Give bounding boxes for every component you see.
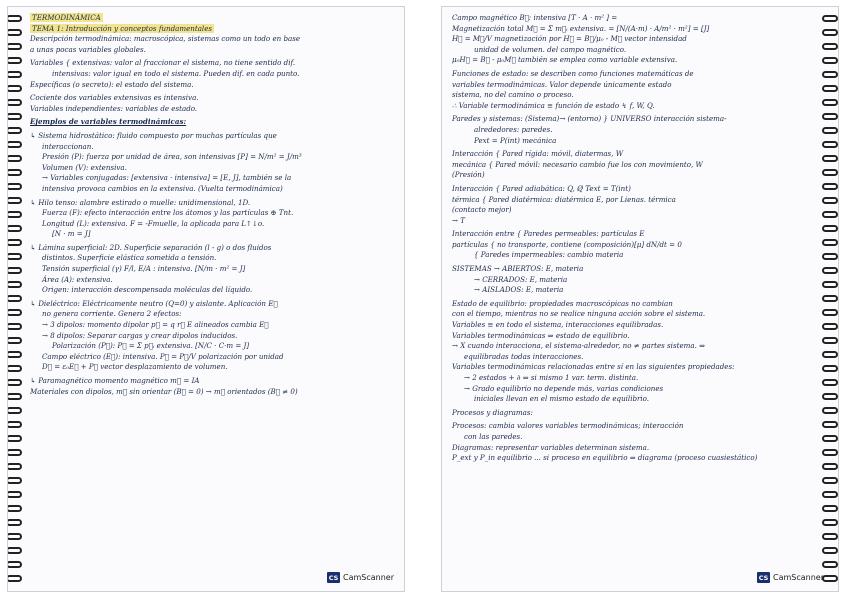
spiral-ring — [7, 239, 22, 246]
note-line: Volumen (V): extensiva. — [42, 162, 127, 172]
spiral-ring — [7, 85, 22, 92]
spiral-ring — [7, 463, 22, 470]
note-line: Área (A): extensiva. — [42, 274, 113, 284]
highlighted-title: TERMODINÁMICA — [32, 13, 101, 22]
note-line: Tensión superficial (γ) F/l, E/A : intensiva. [N/m · m² = J] — [42, 264, 246, 274]
left-notebook-page — [7, 6, 405, 592]
spiral-ring — [7, 435, 22, 442]
spiral-ring — [7, 197, 22, 204]
spiral-ring — [822, 43, 838, 50]
note-line: Fuerza (F): efecto interacción entre los átomos y las partículas ⊕ Tnt. — [42, 208, 294, 218]
spiral-ring — [7, 449, 22, 456]
note-line: distintos. Superficie elástica sometida a tensión. — [42, 253, 217, 263]
note-line: ↳ Dieléctrico: Eléctricamente neutro (Q=0) y aislante. Aplicación E⃗ — [30, 298, 278, 308]
note-line: Variables termodinámicas ⇒ estado de equilibrio. — [452, 330, 630, 340]
note-line: Variables ≡ en todo el sistema, interacciones equilibradas. — [452, 320, 664, 330]
note-line: ↳ Hilo tenso: alambre estirado o muelle: unidimensional, 1D. — [30, 197, 251, 207]
note-line: ↳ Sistema hidrostático: fluido compuesto por muchas partículas que — [30, 130, 277, 140]
spiral-ring — [7, 477, 22, 484]
spiral-ring — [822, 141, 838, 148]
spiral-binding-right — [822, 7, 839, 591]
spiral-ring — [822, 533, 838, 540]
note-line: [N · m = J] — [52, 229, 91, 239]
note-line: → Variables conjugadas: [extensiva · intensiva] = [E, J], también se la — [42, 173, 292, 183]
spiral-ring — [822, 477, 838, 484]
note-line: (Presión) — [452, 170, 485, 180]
spiral-ring — [7, 365, 22, 372]
note-line: ↳ Paramagnético momento magnético m⃗ = IA — [30, 376, 200, 385]
note-line: intensivas: valor igual en todo el sistema. Pueden dif. en cada punto. — [52, 68, 300, 78]
note-line: Diagramas: representar variables determinan sistema. — [452, 442, 650, 452]
spiral-ring — [822, 295, 838, 302]
spiral-ring — [822, 547, 838, 554]
note-line: Descripción termodinámica: macroscópica, sistemas como un todo en base — [30, 34, 301, 44]
right-page-notes — [452, 13, 814, 464]
spiral-ring — [822, 365, 838, 372]
note-line: Materiales con dipolos, m⃗ sin orientar (B⃗ = 0) → m⃗ orientados (B⃗ ≠ 0) — [30, 386, 298, 396]
spiral-ring — [822, 407, 838, 414]
right-notebook-page — [441, 6, 839, 592]
note-line: Paredes y sistemas: (Sistema)→ (entorno) } UNIVERSO interacción sistema- — [452, 114, 727, 124]
spiral-ring — [822, 435, 838, 442]
note-line: H⃗ = M⃗/V magnetización por H⃗ = B⃗/μ₀ - M⃗ vector intensidad — [452, 34, 687, 44]
note-line: Origen: interacción descompensada moléculas del líquido. — [42, 285, 253, 295]
spiral-ring — [822, 351, 838, 358]
spiral-ring — [7, 575, 22, 582]
note-line: D⃗ = ε₀E⃗ + P⃗ vector desplazamiento de volumen. — [42, 362, 228, 372]
note-line: con el tiempo, mientras no se realice ninguna acción sobre el sistema. — [452, 309, 706, 319]
note-line: Estado de equilibrio: propiedades macroscópicas no cambian — [452, 298, 673, 308]
spiral-ring — [822, 505, 838, 512]
spiral-ring — [7, 337, 22, 344]
note-line: Campo eléctrico (E⃗): intensiva. P⃗ = P⃗/V polarización por unidad — [42, 351, 284, 361]
note-line: → Grado equilibrio no depende más, varias condiciones — [464, 383, 664, 393]
note-line: → 8 dipolos: Separar cargas y crear dipolos inducidos. — [42, 330, 238, 340]
spiral-ring — [822, 379, 838, 386]
note-line: con las paredes. — [464, 431, 523, 441]
note-line: Cociente dos variables extensivas es intensiva. — [30, 93, 199, 103]
note-line: Longitud (L): extensiva. F = -Fmuelle, la aplicada para L↑↓o. — [42, 218, 265, 228]
spiral-ring — [7, 309, 22, 316]
spiral-ring — [822, 155, 838, 162]
spiral-ring — [822, 561, 838, 568]
spiral-ring — [822, 463, 838, 470]
spiral-ring — [822, 169, 838, 176]
spiral-ring — [7, 43, 22, 50]
note-line: Interacción { Pared adiabática: Q, Q̸ Text = T(int) — [452, 183, 631, 193]
spiral-ring — [7, 407, 22, 414]
spiral-binding-left — [7, 7, 24, 591]
note-line: P_ext y P_in equilibrio ... si proceso en equilibrio ⇒ diagrama (proceso cuasiestático) — [452, 453, 758, 463]
spiral-ring — [7, 491, 22, 498]
note-line: Funciones de estado: se describen como funciones matemáticas de — [452, 68, 694, 78]
note-line: { Paredes impermeables: cambio materia — [474, 250, 624, 260]
spiral-ring — [7, 57, 22, 64]
spiral-ring — [7, 561, 22, 568]
spiral-ring — [7, 295, 22, 302]
spiral-ring — [7, 505, 22, 512]
spiral-ring — [7, 141, 22, 148]
spiral-ring — [822, 393, 838, 400]
spiral-ring — [7, 99, 22, 106]
spiral-ring — [7, 71, 22, 78]
note-line — [30, 13, 396, 24]
note-line: variables termodinámicas. Valor depende únicamente estado — [452, 79, 672, 89]
camscanner-logo-icon: CS — [758, 573, 769, 582]
note-line: ∴ Variable termodinámica ≡ función de estado ↯ f, W, Q. — [452, 100, 655, 110]
spiral-ring — [822, 57, 838, 64]
spiral-ring — [822, 211, 838, 218]
spiral-ring — [7, 267, 22, 274]
spiral-ring — [822, 29, 838, 36]
camscanner-logo-icon: CS — [328, 573, 339, 582]
left-page-notes — [30, 13, 396, 397]
note-line: no genera corriente. Genera 2 efectos: — [42, 309, 182, 319]
spiral-ring — [822, 421, 838, 428]
camscanner-watermark-left — [327, 572, 394, 583]
note-line: Interacción entre { Paredes permeables: partículas E — [452, 229, 645, 239]
spiral-ring — [7, 127, 22, 134]
note-line: SISTEMAS → ABIERTOS: E, materia — [452, 264, 584, 274]
spiral-ring — [7, 29, 22, 36]
note-line: equilibradas todas interacciones. — [464, 351, 584, 361]
camscanner-watermark-right — [757, 572, 824, 583]
spiral-ring — [7, 281, 22, 288]
spiral-ring — [822, 71, 838, 78]
spiral-ring — [7, 15, 22, 22]
spiral-ring — [822, 15, 838, 22]
spiral-ring — [822, 239, 838, 246]
spiral-ring — [822, 519, 838, 526]
spiral-ring — [822, 127, 838, 134]
spiral-ring — [7, 113, 22, 120]
spiral-ring — [7, 155, 22, 162]
note-line: a unas pocas variables globales. — [30, 44, 146, 54]
note-line: → 3 dipolos: momento dipolar p⃗ = q r⃗ E alineados cambia E⃗ — [42, 320, 269, 330]
spiral-ring — [822, 267, 838, 274]
spiral-ring — [7, 351, 22, 358]
note-line: Específicas (o secreto): el estado del sistema. — [30, 79, 194, 89]
spiral-ring — [7, 323, 22, 330]
spiral-ring — [7, 183, 22, 190]
spiral-ring — [822, 337, 838, 344]
note-line: → CERRADOS: E, materia — [474, 274, 568, 284]
note-line: interaccionan. — [42, 141, 94, 151]
note-line: Polarización (P⃗): P⃗ = Σ p⃗ᵢ extensiva. [N/C · C·m = J] — [52, 341, 250, 351]
spiral-ring — [822, 491, 838, 498]
spiral-ring — [822, 449, 838, 456]
spiral-ring — [7, 421, 22, 428]
spiral-ring — [822, 281, 838, 288]
note-line: Presión (P): fuerza por unidad de área, son intensivas [P] = N/m² = J/m³ — [42, 152, 302, 162]
note-line: Campo magnético B⃗: intensiva [T · A · m² ] = — [452, 13, 618, 22]
note-line: → 2 estados + ∂ ⇒ si mismo 1 var. term. distinta. — [464, 373, 639, 382]
camscanner-label: CamScanner — [772, 573, 824, 582]
spiral-ring — [7, 225, 22, 232]
note-line: Interacción { Pared rígida: móvil, diatermas, W — [452, 149, 623, 159]
spiral-ring — [822, 99, 838, 106]
spiral-ring — [7, 169, 22, 176]
note-line: mecánica { Pared móvil: necesario cambio fue los con movimiento, W — [452, 159, 703, 169]
note-line: → AISLADOS: E, materia — [474, 285, 564, 295]
note-line: térmica { Pared diatérmica: diatérmica E, por Lienas. térmica — [452, 194, 676, 204]
spiral-ring — [7, 519, 22, 526]
spiral-ring — [7, 533, 22, 540]
spiral-ring — [822, 575, 838, 582]
note-line — [30, 24, 396, 35]
note-line: alrededores: paredes. — [474, 124, 553, 134]
spiral-ring — [7, 379, 22, 386]
note-line: partículas { no transporte, contiene (composición)[μ] dN/dt = 0 — [452, 239, 682, 249]
note-line: Pext = P(int) mecánica — [474, 135, 557, 145]
note-line: Variables { extensivas: valor al fraccionar el sistema, no tiene sentido dif. — [30, 58, 296, 68]
spiral-ring — [822, 253, 838, 260]
highlighted-title: TEMA 1: Introducción y conceptos fundamentales — [32, 23, 213, 33]
spiral-ring — [822, 183, 838, 190]
spiral-ring — [7, 547, 22, 554]
note-line: sistema, no del camino o proceso. — [452, 90, 574, 100]
spiral-ring — [7, 253, 22, 260]
spiral-ring — [7, 393, 22, 400]
note-line: Ejemplos de variables termodinámicas: — [30, 117, 187, 127]
note-line: Variables independientes: variables de estado. — [30, 103, 198, 113]
note-line: Variables termodinámicas relacionadas entre sí en las siguientes propiedades: — [452, 362, 735, 372]
spiral-ring — [822, 197, 838, 204]
spiral-ring — [822, 323, 838, 330]
note-line: unidad de volumen. del campo magnético. — [474, 44, 627, 54]
note-line: (contacto mejor) — [452, 205, 512, 215]
note-line: Procesos y diagramas: — [452, 407, 533, 417]
note-line: iniciales llevan en el mismo estado de equilibrio. — [474, 394, 650, 404]
note-line: ↳ Lámina superficial: 2D. Superficie separación (l - g) o dos fluidos — [30, 242, 272, 252]
note-line: μ₀H⃗ = B⃗ - μ₀M⃗ también se emplea como variable extensiva. — [452, 55, 678, 65]
note-line: → X cuando interacciona, el sistema-alrededor, no ≠ partes sistema. ⇒ — [452, 341, 706, 351]
spiral-ring — [822, 85, 838, 92]
spiral-ring — [822, 309, 838, 316]
note-line: Procesos: cambia valores variables termodinámicas; interacción — [452, 421, 684, 431]
camscanner-label: CamScanner — [342, 573, 394, 582]
note-line: → T — [452, 215, 465, 225]
note-line: Magnetización total M⃗ = Σ m⃗ᵢ extensiva. = [N/(A·m) · A/m² · m²] = [J] — [452, 23, 710, 33]
spiral-ring — [822, 113, 838, 120]
spiral-ring — [822, 225, 838, 232]
note-line: intensiva provoca cambios en la extensiva. (Vuelta termodinámica) — [42, 183, 283, 193]
spiral-ring — [7, 211, 22, 218]
